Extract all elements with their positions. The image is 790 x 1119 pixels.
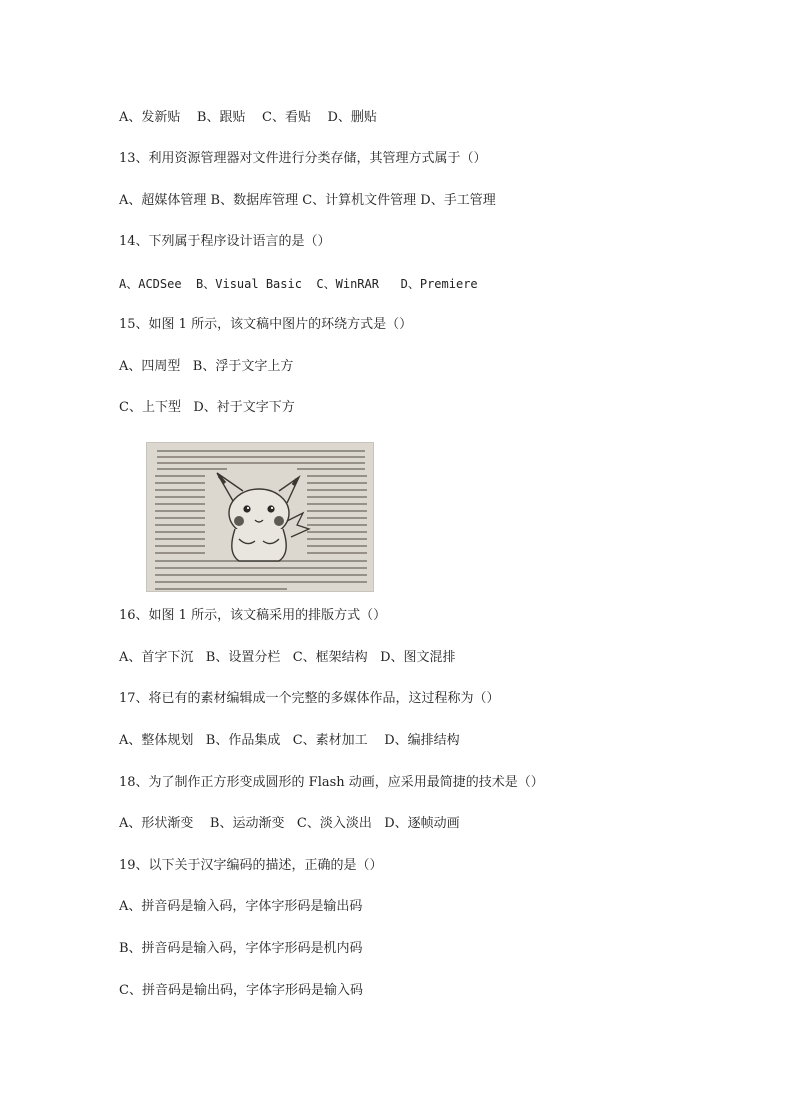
q18-options: A、形状渐变 B、运动渐变 C、淡入淡出 D、逐帧动画 <box>119 816 460 831</box>
q15-question: 15、如图 1 所示，该文稿中图片的环绕方式是（） <box>119 317 413 332</box>
q15-options-cd: C、上下型 D、衬于文字下方 <box>119 400 295 415</box>
q13-options: A、超媒体管理 B、数据库管理 C、计算机文件管理 D、手工管理 <box>119 193 496 208</box>
q16-options: A、首字下沉 B、设置分栏 C、框架结构 D、图文混排 <box>119 650 456 665</box>
q16-question: 16、如图 1 所示，该文稿采用的排版方式（） <box>119 608 387 623</box>
q14-question: 14、下列属于程序设计语言的是（） <box>119 234 331 249</box>
q19-option-a: A、拼音码是输入码，字体字形码是输出码 <box>119 899 363 914</box>
q13-question: 13、利用资源管理器对文件进行分类存储，其管理方式属于（） <box>119 151 487 166</box>
q15-options-ab: A、四周型 B、浮于文字上方 <box>119 359 294 374</box>
q18-question: 18、为了制作正方形变成圆形的 Flash 动画，应采用最简捷的技术是（） <box>119 775 544 790</box>
q19-question: 19、以下关于汉字编码的描述，正确的是（） <box>119 858 383 873</box>
q19-option-b: B、拼音码是输入码，字体字形码是机内码 <box>119 941 363 956</box>
q17-options: A、整体规划 B、作品集成 C、素材加工 D、编排结构 <box>119 733 460 748</box>
newspaper-clipping-icon <box>147 443 374 592</box>
q19-option-c: C、拼音码是输出码，字体字形码是输入码 <box>119 983 363 998</box>
q12-options: A、发新贴 B、跟贴 C、看贴 D、删贴 <box>119 110 377 125</box>
q17-question: 17、将已有的素材编辑成一个完整的多媒体作品，这过程称为（） <box>119 691 500 706</box>
figure-1-newspaper-image <box>146 442 374 592</box>
q14-options: A、ACDSee B、Visual Basic C、WinRAR D、Premiere <box>119 277 478 291</box>
